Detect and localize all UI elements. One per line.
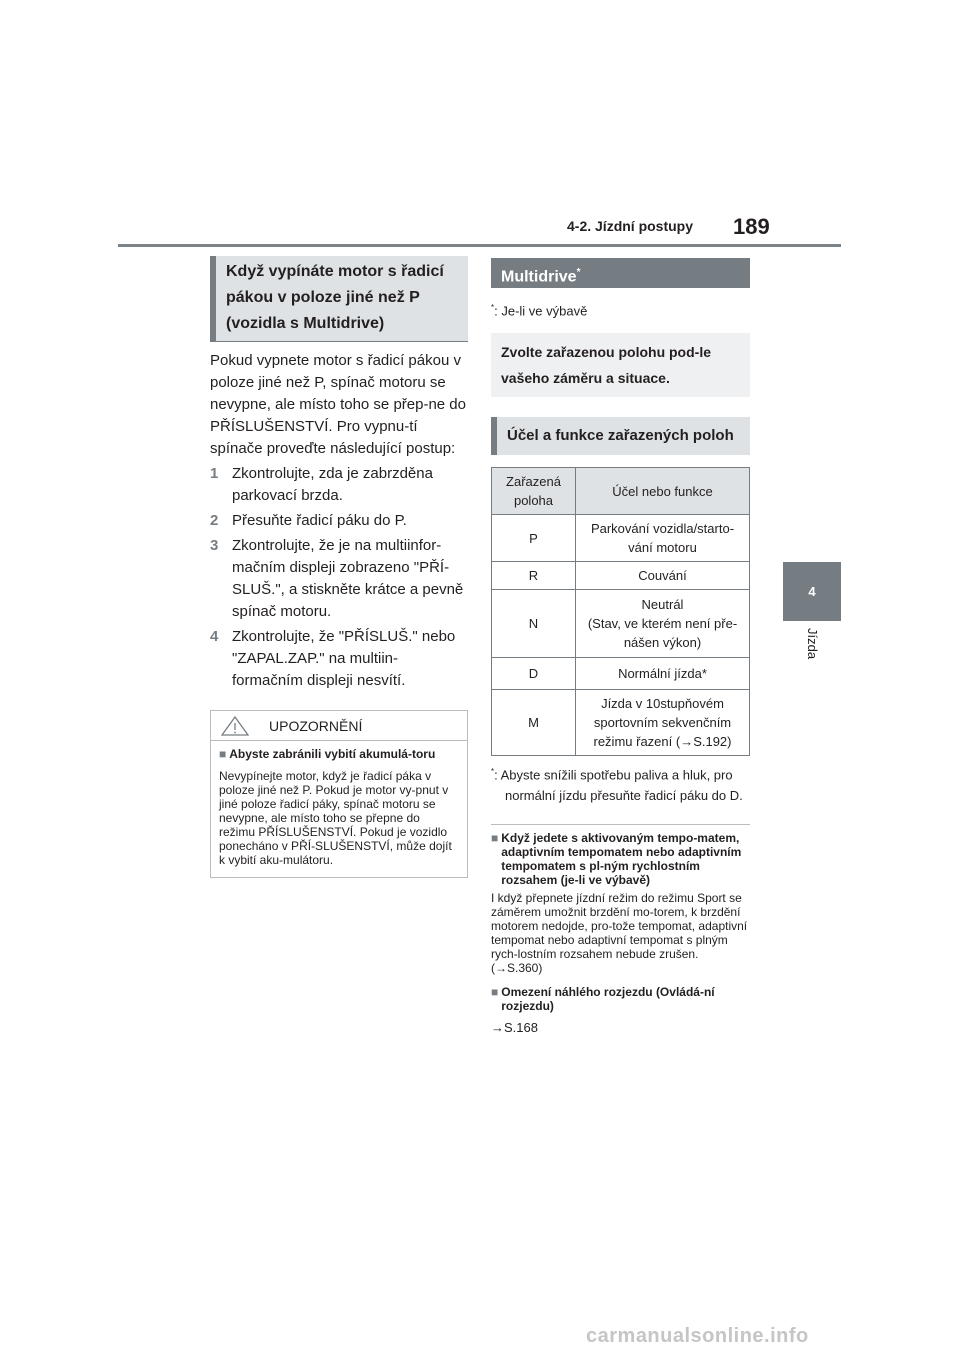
warning-body: [211, 741, 467, 877]
watermark-text: carmanualsonline.info: [586, 1325, 809, 1347]
instruction-box: Zvolte zařazenou polohu pod-le vašeho záměru a situace.: [491, 333, 750, 397]
position-cell: D: [492, 658, 576, 690]
positions-heading: Účel a funkce zařazených poloh: [491, 417, 750, 455]
position-cell: P: [492, 515, 576, 562]
table-row: [492, 590, 750, 658]
column-header: Účel nebo funkce: [576, 468, 750, 515]
multidrive-heading: [491, 258, 750, 288]
page-number: 189: [733, 214, 770, 239]
warning-label: UPOZORNĚNÍ: [269, 717, 363, 734]
function-cell: Jízda v 10stupňovém sportovním sekvenčním režimu řazení (→S.192): [576, 690, 750, 756]
step-text: Přesuňte řadicí páku do P.: [232, 512, 407, 529]
function-cell: Parkování vozidla/starto-vání motoru: [576, 515, 750, 562]
table-row: [492, 658, 750, 690]
warning-box: [210, 710, 468, 878]
availability-footnote-text: : Je-li ve výbavě: [494, 303, 588, 319]
step-list: [210, 463, 468, 692]
function-cell: Neutrál (Stav, ve kterém není pře-nášen výkon): [576, 590, 750, 658]
function-cell: Normální jízda*: [576, 658, 750, 690]
step-text: Zkontrolujte, že "PŘÍSLUŠ." nebo "ZAPAL.ZAP." na multiin-formačním displeji nesvítí.: [232, 628, 456, 689]
step-item: [210, 463, 468, 507]
availability-footnote: [491, 298, 750, 321]
step-item: [210, 535, 468, 623]
chapter-tab: 4: [783, 562, 841, 621]
notes-divider: [491, 824, 750, 825]
step-text: Zkontrolujte, zda je zabrzděna parkovací brzda.: [232, 465, 433, 504]
note-title: [491, 831, 750, 887]
chapter-label: Jízda: [805, 628, 820, 660]
column-header: Zařazená poloha: [492, 468, 576, 515]
warning-text: Nevypínejte motor, když je řadicí páka v poloze jiné než P. Pokud je motor vy-pnut v jiné poloze řadicí páky, spínač motoru se nevypne, ale místo toho se přepne do režimu PŘÍSLUŠENSTVÍ. Pokud je vozidlo ponecháno v PŘÍ-SLUŠENSTVÍ, může dojít k vybití aku-mulátoru.: [219, 769, 452, 867]
footnote-mark: *: [491, 767, 495, 777]
table-row: [492, 515, 750, 562]
table-header-row: [492, 468, 750, 515]
note-text: I když přepnete jízdní režim do režimu Sport se záměrem umožnit brzdění mo-torem, k brzdění motorem nedojde, pro-tože tempomat, adaptivní tempomat nebo adaptivní tempomat s plným rych-lostním rozsahem nebude zrušen. (→S.360): [491, 890, 748, 975]
position-cell: N: [492, 590, 576, 658]
fuel-footnote-text: : Abyste snížili spotřebu paliva a hluk, pro normální jízdu přesuňte řadicí páku do D.: [494, 767, 743, 803]
footnote-mark: *: [491, 303, 495, 312]
position-cell: M: [492, 690, 576, 756]
square-bullet-icon: ■: [491, 984, 499, 999]
warning-triangle-icon: [221, 716, 249, 736]
fuel-footnote: [491, 762, 750, 805]
square-bullet-icon: ■: [219, 747, 227, 761]
note-title-text: Omezení náhlého rozjezdu (Ovládá-ní rozjezdu): [501, 984, 715, 1013]
intro-paragraph: Pokud vypnete motor s řadicí pákou v poloze jiné než P, spínač motoru se nevypne, ale místo toho se přep-ne do PŘÍSLUŠENSTVÍ. Pro vypnu-tí spínače proveďte následující postup:: [210, 352, 466, 457]
step-number: 2: [210, 512, 219, 529]
multidrive-heading-text: Multidrive: [501, 268, 577, 286]
section-heading: Když vypínáte motor s řadicí pákou v poloze jiné než P (vozidla s Multidrive): [210, 256, 468, 342]
step-item: [210, 626, 468, 692]
square-bullet-icon: ■: [491, 830, 499, 845]
header-divider: [118, 244, 841, 247]
positions-table: [491, 467, 750, 756]
step-text: Zkontrolujte, že je na multiinfor-mačním displeji zobrazeno "PŘÍ-SLUŠ.", a stiskněte krátce a pevně spínač motoru.: [232, 537, 464, 620]
position-cell: R: [492, 562, 576, 590]
table-row: [492, 562, 750, 590]
left-column: [210, 256, 468, 878]
step-number: 4: [210, 628, 219, 645]
right-column: [491, 258, 750, 1035]
step-number: 3: [210, 537, 219, 554]
section-title: 4-2. Jízdní postupy: [567, 218, 694, 234]
page-reference-link[interactable]: →S.168: [491, 1019, 538, 1035]
note-title-text: Když jedete s aktivovaným tempo-matem, adaptivním tempomatem nebo adaptivním tempomatem s pl-ným rychlostním rozsahem (je-li ve výbavě): [501, 830, 742, 887]
note-title: [491, 985, 750, 1013]
footnote-mark: *: [576, 267, 581, 278]
step-number: 1: [210, 465, 219, 482]
warning-title-text: Abyste zabránili vybití akumulá-toru: [229, 747, 436, 761]
function-cell: Couvání: [576, 562, 750, 590]
warning-header: [211, 711, 467, 741]
warning-title: [219, 747, 459, 761]
step-item: [210, 510, 468, 532]
table-row: [492, 690, 750, 756]
